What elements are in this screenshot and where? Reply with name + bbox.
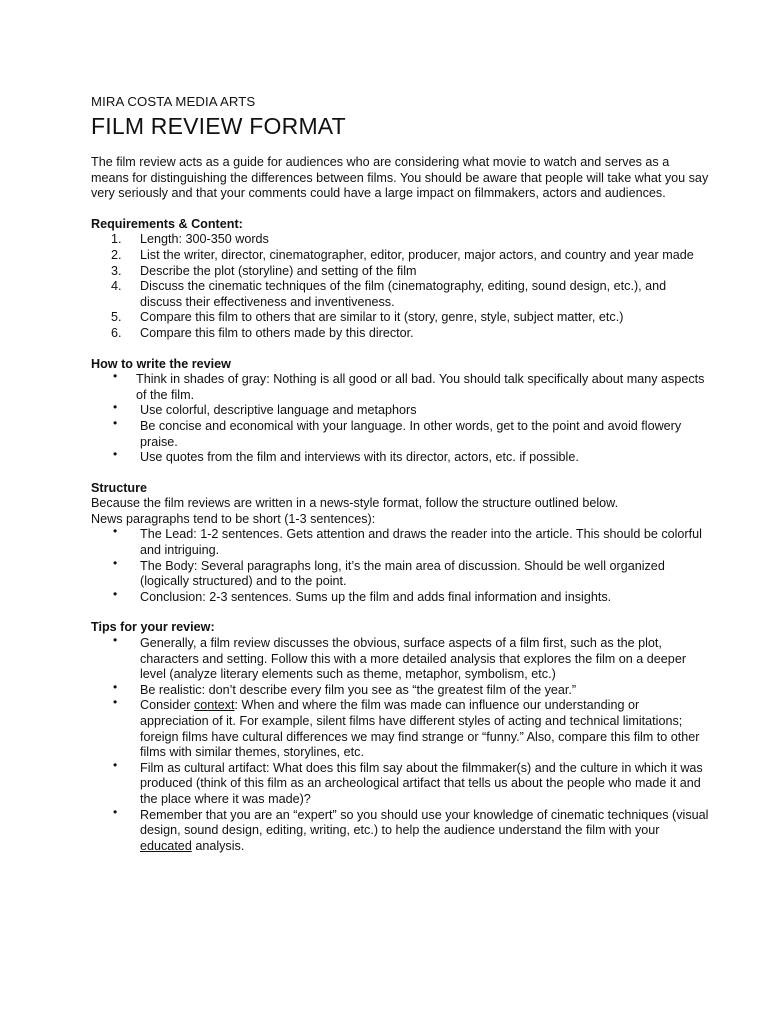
organization-name: MIRA COSTA MEDIA ARTS bbox=[91, 94, 256, 109]
intro-paragraph: The film review acts as a guide for audiences who are considering what movie to watch and serves as a means for distinguishing the differences between films. You should be aware that people will take what you say very seriously and that your comments could have a large impact on filmmakers, actors and audiences. bbox=[91, 155, 709, 201]
bullet-icon: • bbox=[113, 586, 118, 601]
tip-item bbox=[91, 757, 710, 808]
bullet-icon: • bbox=[113, 400, 118, 415]
bullet-icon: • bbox=[113, 633, 118, 648]
how-to-list bbox=[91, 369, 710, 466]
item-text-after: analysis. bbox=[191, 838, 245, 853]
requirements-section bbox=[91, 217, 710, 342]
item-text: Use quotes from the film and interviews with its director, actors, etc. if possible. bbox=[140, 450, 579, 465]
tips-heading: Tips for your review: bbox=[91, 620, 215, 635]
how-to-item bbox=[91, 369, 710, 403]
requirement-item bbox=[91, 279, 710, 310]
underlined-term-context: context bbox=[193, 698, 235, 713]
how-to-item bbox=[91, 447, 710, 466]
structure-heading: Structure bbox=[91, 480, 147, 495]
item-text: Compare this film to others that are similar to it (story, genre, style, subject matter, etc.) bbox=[140, 310, 624, 325]
underlined-term-educated: educated bbox=[140, 838, 192, 853]
item-text-after: : When and where the film was made can influence our understanding or appreciation of it. For example, silent films have different styles of acting and technical limitations; foreign films have cultural differences we may find strange or “funny.” Also, compare this film to other films with similar themes, storylines, etc. bbox=[140, 698, 700, 760]
item-text: Think in shades of gray: Nothing is all good or all bad. You should talk specifically about many aspects of the film. bbox=[136, 372, 705, 402]
bullet-icon: • bbox=[113, 695, 118, 710]
how-to-item bbox=[91, 415, 710, 450]
requirement-item bbox=[91, 310, 710, 326]
bullet-icon: • bbox=[113, 524, 118, 539]
item-text: Be realistic: don’t describe every film you see as “the greatest film of the year.” bbox=[140, 682, 577, 697]
structure-intro-line: News paragraphs tend to be short (1-3 sentences): bbox=[91, 511, 376, 526]
item-text: List the writer, director, cinematographer, editor, producer, major actors, and country and year made bbox=[140, 247, 694, 262]
item-text: Describe the plot (storyline) and setting of the film bbox=[140, 263, 417, 278]
item-text: Use colorful, descriptive language and metaphors bbox=[140, 403, 417, 418]
tip-item bbox=[91, 633, 710, 683]
how-to-section bbox=[91, 357, 710, 466]
requirement-item bbox=[91, 326, 710, 342]
item-text: Conclusion: 2-3 sentences. Sums up the film and adds final information and insights. bbox=[140, 589, 612, 604]
bullet-icon: • bbox=[113, 679, 118, 694]
requirement-item bbox=[91, 264, 710, 280]
item-text: Length: 300-350 words bbox=[140, 232, 269, 247]
item-text: Discuss the cinematic techniques of the film (cinematography, editing, sound design, etc.), and discuss their effectiveness and inventiveness. bbox=[140, 279, 667, 309]
bullet-icon: • bbox=[113, 555, 118, 570]
item-text: Compare this film to others made by this director. bbox=[140, 325, 414, 340]
structure-item bbox=[91, 524, 710, 558]
item-number: 2. bbox=[111, 247, 122, 262]
requirement-item bbox=[91, 248, 710, 264]
structure-list bbox=[91, 524, 710, 605]
item-text-before: Consider bbox=[140, 698, 194, 713]
bullet-icon: • bbox=[113, 415, 118, 430]
tip-item bbox=[91, 679, 710, 699]
bullet-icon: • bbox=[113, 369, 118, 384]
tips-list bbox=[91, 633, 710, 854]
structure-item bbox=[91, 586, 710, 606]
item-number: 4. bbox=[111, 279, 122, 294]
item-number: 1. bbox=[111, 232, 122, 247]
structure-item bbox=[91, 555, 710, 590]
requirements-list bbox=[91, 232, 710, 341]
bullet-icon: • bbox=[113, 804, 118, 819]
structure-section bbox=[91, 481, 710, 606]
item-text: Film as cultural artifact: What does this film say about the filmmaker(s) and the culture in which it was produced (think of this film as an archeological artifact that tells us about the people who made it and the place where it was made)? bbox=[140, 760, 703, 806]
structure-intro-line: Because the film reviews are written in a news-style format, follow the structure outlined below. bbox=[91, 496, 619, 511]
requirements-heading: Requirements & Content: bbox=[91, 216, 243, 231]
how-to-heading: How to write the review bbox=[91, 356, 231, 371]
item-number: 6. bbox=[111, 325, 122, 340]
document-title: FILM REVIEW FORMAT bbox=[91, 113, 346, 139]
item-number: 3. bbox=[111, 263, 122, 278]
tip-item bbox=[91, 804, 710, 855]
tip-item bbox=[91, 695, 710, 760]
item-text: The Body: Several paragraphs long, it’s the main area of discussion. Should be well organized (logically structured) and to the point. bbox=[140, 558, 665, 589]
bullet-icon: • bbox=[113, 447, 118, 462]
item-text: Be concise and economical with your language. In other words, get to the point and avoid flowery praise. bbox=[140, 418, 682, 449]
bullet-icon: • bbox=[113, 757, 118, 772]
item-text-before: Remember that you are an “expert” so you should use your knowledge of cinematic techniques (visual design, sound design, editing, writing, etc.) to help the audience understand the film with your bbox=[140, 807, 709, 838]
item-text: Generally, a film review discusses the obvious, surface aspects of a film first, such as the plot, characters and setting. Follow this with a more detailed analysis that explores the film on a deeper level (analyze literary elements such as theme, metaphor, symbolism, etc.) bbox=[140, 636, 687, 682]
item-text: The Lead: 1-2 sentences. Gets attention and draws the reader into the article. This should be colorful and intriguing. bbox=[140, 527, 702, 558]
tips-section bbox=[91, 620, 710, 854]
requirement-item bbox=[91, 232, 710, 248]
item-number: 5. bbox=[111, 310, 122, 325]
how-to-item bbox=[91, 400, 710, 419]
